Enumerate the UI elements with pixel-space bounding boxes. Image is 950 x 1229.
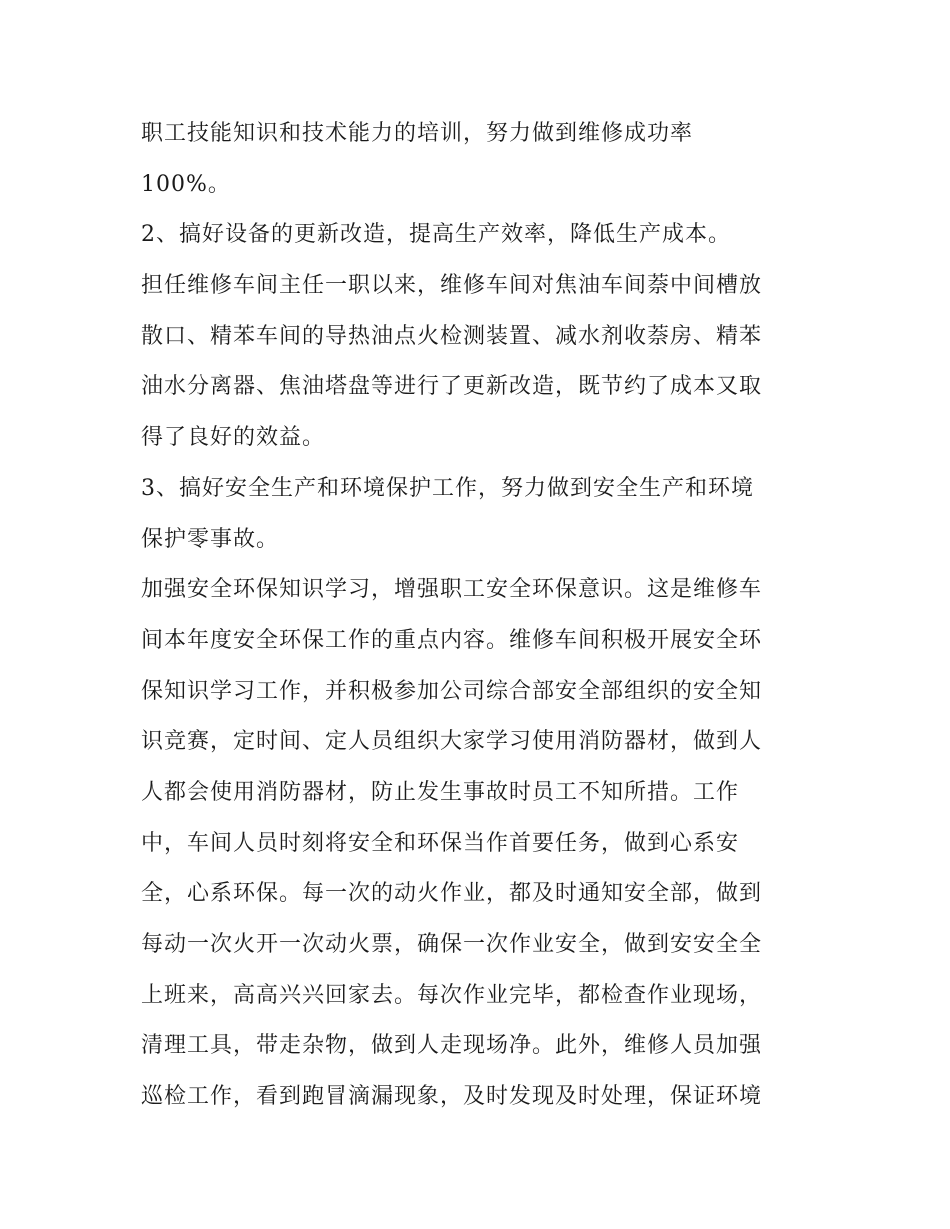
text-line: 中，车间人员时刻将安全和环保当作首要任务，做到心系安 [141,830,740,856]
text-line: 全，心系环保。每一次的动火作业，都及时通知安全部，做到 [141,881,763,907]
text-line: 人都会使用消防器材，防止发生事故时员工不知所措。工作 [141,779,740,805]
text-line: 上班来，高高兴兴回家去。每次作业完毕，都检查作业现场， [141,982,763,1008]
text-line: 担任维修车间主任一职以来，维修车间对焦油车间萘中间槽放 [141,273,763,299]
text-line: 100%。 [141,171,231,197]
text-line: 巡检工作，看到跑冒滴漏现象，及时发现及时处理，保证环境 [141,1084,763,1110]
text-line: 加强安全环保知识学习，增强职工安全环保意识。这是维修车 [141,577,763,603]
document-body [141,109,821,1123]
text-line: 保知识学习工作，并积极参加公司综合部安全部组织的安全知 [141,678,763,704]
text-line: 识竞赛，定时间、定人员组织大家学习使用消防器材，做到人 [141,729,763,755]
section-heading-2: 2、搞好设备的更新改造，提高生产效率，降低生产成本。 [141,222,731,248]
text-line: 每动一次火开一次动火票，确保一次作业安全，做到安安全全 [141,932,763,957]
text-line: 散口、精苯车间的导热油点火检测装置、减水剂收萘房、精苯 [141,323,763,349]
text-line: 油水分离器、焦油塔盘等进行了更新改造，既节约了成本又取 [141,374,763,400]
text-line: 清理工具，带走杂物，做到人走现场净。此外，维修人员加强 [141,1033,763,1059]
text-line: 间本年度安全环保工作的重点内容。维修车间积极开展安全环 [141,627,763,653]
section-heading-3-cont: 保护零事故。 [141,526,280,552]
section-heading-3: 3、搞好安全生产和环境保护工作，努力做到安全生产和环境 [141,475,754,501]
text-line: 职工技能知识和技术能力的培训，努力做到维修成功率 [141,121,694,146]
text-line: 得了良好的效益。 [141,425,326,451]
